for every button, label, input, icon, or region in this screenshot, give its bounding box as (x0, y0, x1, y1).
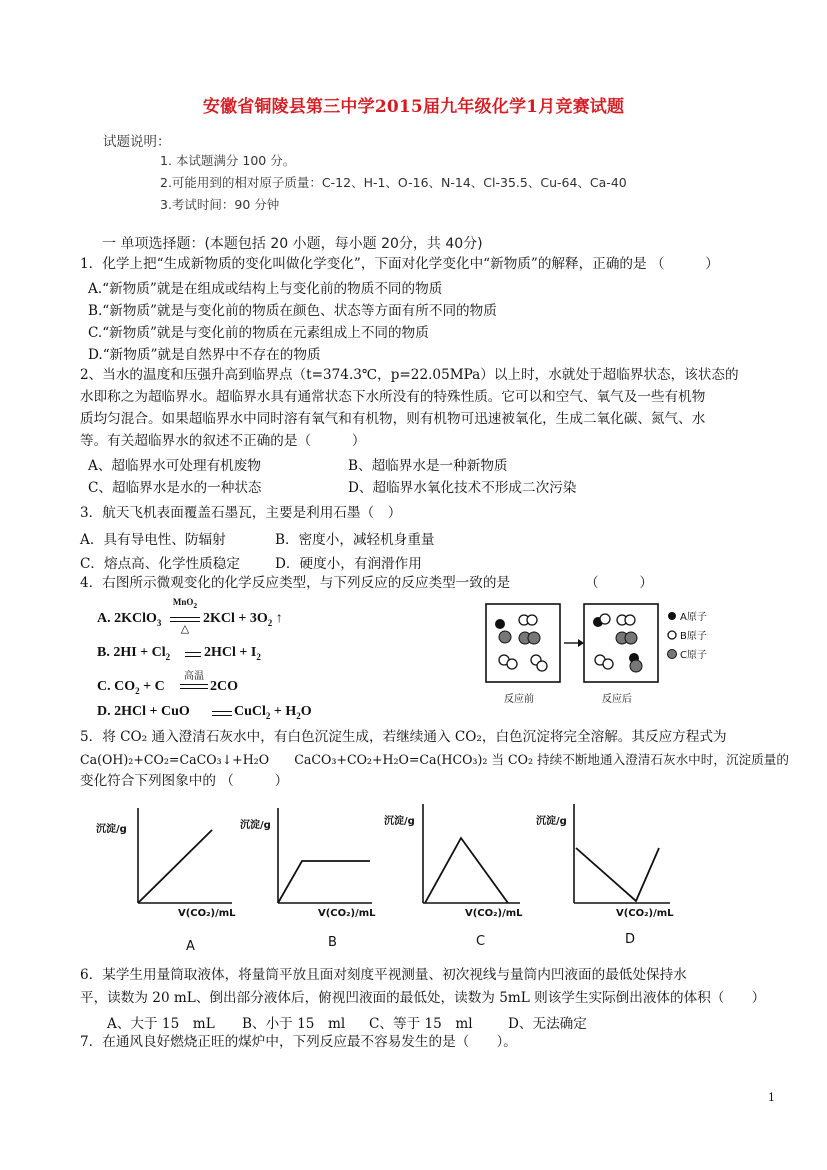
equation-c-products: 2CO (210, 679, 238, 694)
instruction-item: 2.可能用到的相对原子质量：C-12、H-1、O-16、N-14、Cl-35.5、Cu-64、Ca-40 (160, 175, 627, 190)
question-2-line: 水即称之为超临界水。超临界水具有通常状态下水所没有的特殊性质。它可以和空气、氧气及一些有机物 (80, 389, 706, 405)
instructions-heading: 试题说明： (103, 134, 171, 150)
page-title: 安徽省铜陵县第三中学2015届九年级化学1月竞赛试题 (202, 97, 625, 117)
equation-c-condition: 高温 (184, 671, 204, 682)
graph-d-ylabel: 沉淀/g (536, 816, 567, 827)
question-6-line: 6．某学生用量筒取液体，将量筒平放且面对刻度平视测量、初次视线与量筒内凹液面的最低处保持水 (80, 967, 687, 983)
legend-c-label: C原子 (680, 650, 707, 661)
question-6-line: 平，读数为 20 mL、倒出部分液体后，俯视凹液面的最低处，读数为 5mL 则该学生实际倒出液体的体积（ ） (80, 990, 766, 1006)
reaction-diagram (484, 602, 744, 718)
graphs-row (90, 800, 690, 960)
question-3-option-c: C．熔点高、化学性质稳定 (80, 556, 240, 572)
legend-b-label: B原子 (680, 631, 707, 642)
question-2-line: 等。有关超临界水的叙述不正确的是（ ） (80, 433, 366, 449)
page-number: 1 (768, 1091, 775, 1104)
graph-b-xlabel: V(CO₂)/mL (318, 908, 376, 919)
legend-a-marker (668, 612, 676, 620)
graph-a-letter: A (186, 939, 195, 954)
after-molecules (593, 614, 642, 672)
question-4-stem: 4．右图所示微观变化的化学反应类型，与下列反应的反应类型一致的是 (80, 575, 511, 591)
equation-a: A. 2KClO$_3$ (97, 611, 162, 628)
question-3-option-b: B．密度小，减轻机身重量 (275, 532, 435, 548)
before-label: 反应前 (504, 694, 534, 705)
question-1-option-b: B.“新物质”就是与变化前的物质在颜色、状态等方面有所不同的物质 (88, 303, 497, 319)
legend-c-marker (668, 650, 677, 659)
question-2-option-b: B、超临界水是一种新物质 (348, 458, 508, 474)
before-molecules (495, 615, 547, 671)
legend-b-marker (668, 631, 676, 639)
graph-c-ylabel: 沉淀/g (384, 816, 415, 827)
question-2-line: 2、当水的温度和压强升高到临界点（t=374.3℃，p=22.05MPa）以上时，水就处于超临界状态，该状态的 (80, 367, 739, 383)
question-2-option-a: A、超临界水可处理有机废物 (88, 458, 261, 474)
equation-b-products: $2HCl + I_2$ (204, 645, 261, 662)
question-3-stem: 3．航天飞机表面覆盖石墨瓦，主要是利用石墨（ ） (80, 505, 402, 521)
question-2-option-d: D、超临界水氧化技术不形成二次污染 (348, 480, 577, 496)
graph-b-ylabel: 沉淀/g (240, 820, 271, 831)
graph-d (535, 804, 674, 947)
question-1-option-d: D.“新物质”就是自然界中不存在的物质 (88, 347, 321, 363)
equation-a-arrow-line-top (170, 617, 200, 618)
question-3-option-d: D．硬度小，有润滑作用 (275, 556, 422, 572)
graph-d-letter: D (625, 932, 636, 947)
graph-c-line (425, 838, 508, 903)
question-1-option-a: A.“新物质”就是在组成或结构上与变化前的物质不同的物质 (88, 281, 443, 297)
question-6-option-c: C、等于 15 ml (369, 1016, 473, 1032)
after-label: 反应后 (602, 694, 632, 705)
graph-c (383, 804, 523, 949)
graph-b-line (278, 861, 370, 903)
question-1-option-c: C.“新物质”就是与变化前的物质在元素组成上不同的物质 (88, 325, 429, 341)
question-6-option-d: D、无法确定 (508, 1016, 587, 1032)
graph-b-letter: B (328, 935, 337, 950)
instruction-item: 3.考试时间：90 分钟 (160, 197, 280, 212)
graph-c-xlabel: V(CO₂)/mL (465, 908, 523, 919)
question-6-option-a: A、大于 15 mL (107, 1016, 215, 1032)
reaction-arrow-head (578, 639, 584, 647)
equation-b: B. $2HI + Cl_2$ (97, 645, 171, 662)
graph-d-line (576, 848, 659, 901)
equation-a-products: $2KCl + 3O_2$ ↑ (203, 611, 283, 628)
equation-d-products: CuCl$_2$ + $H_2O$ (234, 704, 312, 721)
question-7-stem: 7．在通风良好燃烧正旺的煤炉中，下列反应最不容易发生的是（ ）。 (80, 1034, 517, 1050)
question-2-line: 质均匀混合。如果超临界水中同时溶有氧气和有机物，则有机物可迅速被氧化，生成二氧化碳、氮气、水 (80, 411, 706, 427)
question-5-line: 变化符合下列图象中的 （ ） (80, 773, 289, 789)
equation-d: D. 2HCl + CuO (97, 704, 190, 719)
graph-a-line (138, 830, 212, 903)
equation-d-equal-bottom (212, 715, 232, 716)
graph-a (95, 808, 236, 954)
equation-c: C. $CO_2 + C$ (97, 679, 165, 696)
graph-b (239, 808, 376, 950)
equation-a-condition: △ (180, 622, 190, 635)
question-2-option-c: C、超临界水是水的一种状态 (88, 480, 262, 496)
question-5-line: Ca(OH)₂+CO₂=CaCO₃↓+H₂O CaCO₃+CO₂+H₂O=Ca(HCO₃)₂ 当 CO₂ 持续不断地通入澄清石灰水中时，沉淀质量的 (80, 752, 789, 767)
equation-a-catalyst: MnO$_2$ (172, 597, 198, 610)
section-heading: 一 单项选择题：(本题包括 20 小题，每小题 20分，共 40分) (102, 236, 483, 252)
question-3-option-a: A．具有导电性、防辐射 (80, 532, 226, 548)
question-4-answer-paren: （ ） (585, 575, 653, 591)
equation-c-equal-bottom (180, 688, 208, 689)
instruction-item: 1. 本试题满分 100 分。 (160, 153, 296, 168)
equation-b-equal-bottom (185, 656, 201, 657)
question-1-stem: 1．化学上把“生成新物质的变化叫做化学变化”，下面对化学变化中“新物质”的解释，正确的是 （ ） (80, 256, 719, 272)
graph-a-ylabel: 沉淀/g (96, 824, 127, 835)
graph-c-letter: C (476, 934, 486, 949)
graph-a-xlabel: V(CO₂)/mL (178, 908, 236, 919)
graph-d-xlabel: V(CO₂)/mL (616, 908, 674, 919)
question-6-option-b: B、小于 15 ml (242, 1016, 346, 1032)
legend-a-label: A原子 (680, 612, 707, 623)
question-5-line: 5．将 CO₂ 通入澄清石灰水中，有白色沉淀生成，若继续通入 CO₂，白色沉淀将完全溶解。其反应方程式为 (80, 729, 727, 745)
equation-d-equal-top (212, 711, 232, 712)
equation-c-equal-top (180, 684, 208, 685)
equation-b-equal-top (185, 652, 201, 653)
